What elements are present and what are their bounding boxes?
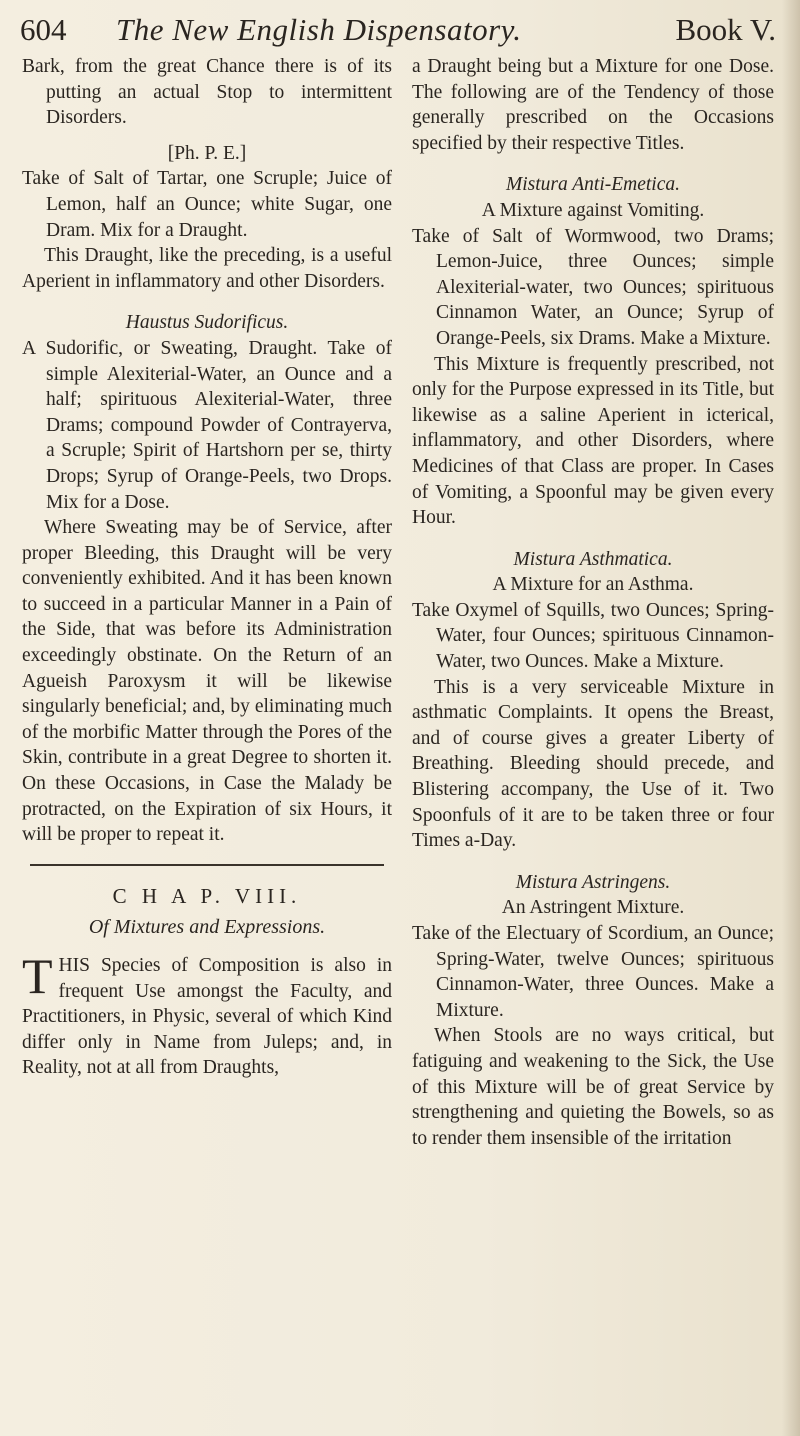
- recipe-heading: Mistura Asthmatica.: [513, 548, 673, 570]
- recipe-heading: Mistura Anti-Emetica.: [505, 174, 681, 196]
- left-column: [22, 54, 392, 1081]
- book-label: Book V.: [675, 12, 776, 47]
- recipe-subheading: An Astringent Mixture.: [501, 897, 685, 919]
- chapter-subtitle: Of Mixtures and Expressions.: [88, 916, 326, 939]
- chapter-opening-paragraph: [22, 948, 392, 1081]
- section-divider: [30, 864, 384, 866]
- recipe-paragraph: A Sudorific, or Sweating, Draught. Take of simple Alexiterial-Water, an Ounce and a half; spirituous Alexiterial-Water, three Drams; compound Powder of Contrayerva, a Scruple; Spirit of Hartshorn per se, thirty Drops; Syrup of Orange-Peels, two Drops. Mix for a Dose.: [22, 337, 392, 513]
- paragraph: Where Sweating may be of Service, after proper Bleeding, this Draught will be very conveniently exhibited. And it has been known to succeed in a particular Manner in a Pain of the Side, that was before its Administration exceedingly obstinate. On the Return of an Agueish Paroxysm it will be likewise singularly beneficial; and, by eliminating much of the morbific Matter through the Pores of the Skin, contribute in a great Degree to shorten it. On these Occasions, in Case the Malady be protracted, on the Expiration of six Hours, it will be proper to repeat it.: [22, 517, 392, 846]
- paragraph: This is a very serviceable Mixture in asthmatic Complaints. It opens the Breast, and of course gives a greater Liberty of Breathing. Bleeding should precede, and Blistering accompany, the Use of it. Two Spoonfuls of it are to be taken three or four Times a-Day.: [412, 676, 774, 852]
- paragraph: Bark, from the great Chance there is of its putting an actual Stop to intermittent Disorders.: [22, 56, 392, 129]
- drop-cap: T: [22, 948, 53, 1004]
- right-column: [412, 54, 774, 1151]
- running-header: [20, 6, 776, 54]
- chapter-heading: C H A P. VIII.: [112, 883, 302, 908]
- reference: [Ph. P. E.]: [167, 142, 247, 164]
- chapter-opening-text: HIS Species of Composition is also in frequent Use amongst the Faculty, and Practitioners, in Physic, several of which Kind differ only in Name from Juleps; and, in Reality, not at all from Draughts,: [22, 955, 392, 1079]
- paragraph: This Mixture is frequently prescribed, not only for the Purpose expressed in its Title, but likewise as a saline Aperient in icterical, inflammatory, and other Disorders, where Medicines of that Class are proper. In Cases of Vomiting, a Spoonful may be given every Hour.: [412, 353, 774, 529]
- recipe-subheading: A Mixture against Vomiting.: [481, 199, 705, 221]
- recipe-subheading: A Mixture for an Asthma.: [492, 574, 694, 596]
- paragraph: This Draught, like the preceding, is a useful Aperient in inflammatory and other Disorders.: [22, 245, 392, 292]
- recipe-heading: Mistura Astringens.: [515, 871, 671, 893]
- recipe-paragraph: Take of the Electuary of Scordium, an Ounce; Spring-Water, twelve Ounces; spirituous Cinnamon-Water, three Ounces. Make a Mixture.: [412, 923, 774, 1021]
- page-number: 604: [20, 12, 67, 47]
- paragraph: When Stools are no ways critical, but fatiguing and weakening to the Sick, the Use of this Mixture will be of great Service by strengthening and quieting the Bowels, so as to render them insensible of the irritation: [412, 1025, 774, 1149]
- paragraph: a Draught being but a Mixture for one Dose. The following are of the Tendency of those generally prescribed on the Occasions specified by their respective Titles.: [412, 56, 774, 154]
- recipe-heading: Haustus Sudorificus.: [125, 312, 289, 334]
- recipe-paragraph: Take Oxymel of Squills, two Ounces; Spring-Water, four Ounces; spirituous Cinnamon-Water, two Ounces. Make a Mixture.: [412, 599, 774, 673]
- running-title: The New English Dispensatory.: [116, 12, 522, 47]
- page-edge-shadow: [782, 0, 800, 1436]
- recipe-paragraph: Take of Salt of Wormwood, two Drams; Lemon-Juice, three Ounces; simple Alexiterial-water, two Ounces; spirituous Cinnamon Water, an Ounce; Syrup of Orange-Peels, six Drams. Make a Mixture.: [412, 225, 774, 349]
- recipe-paragraph: Take of Salt of Tartar, one Scruple; Juice of Lemon, half an Ounce; white Sugar, one Dram. Mix for a Draught.: [22, 168, 392, 241]
